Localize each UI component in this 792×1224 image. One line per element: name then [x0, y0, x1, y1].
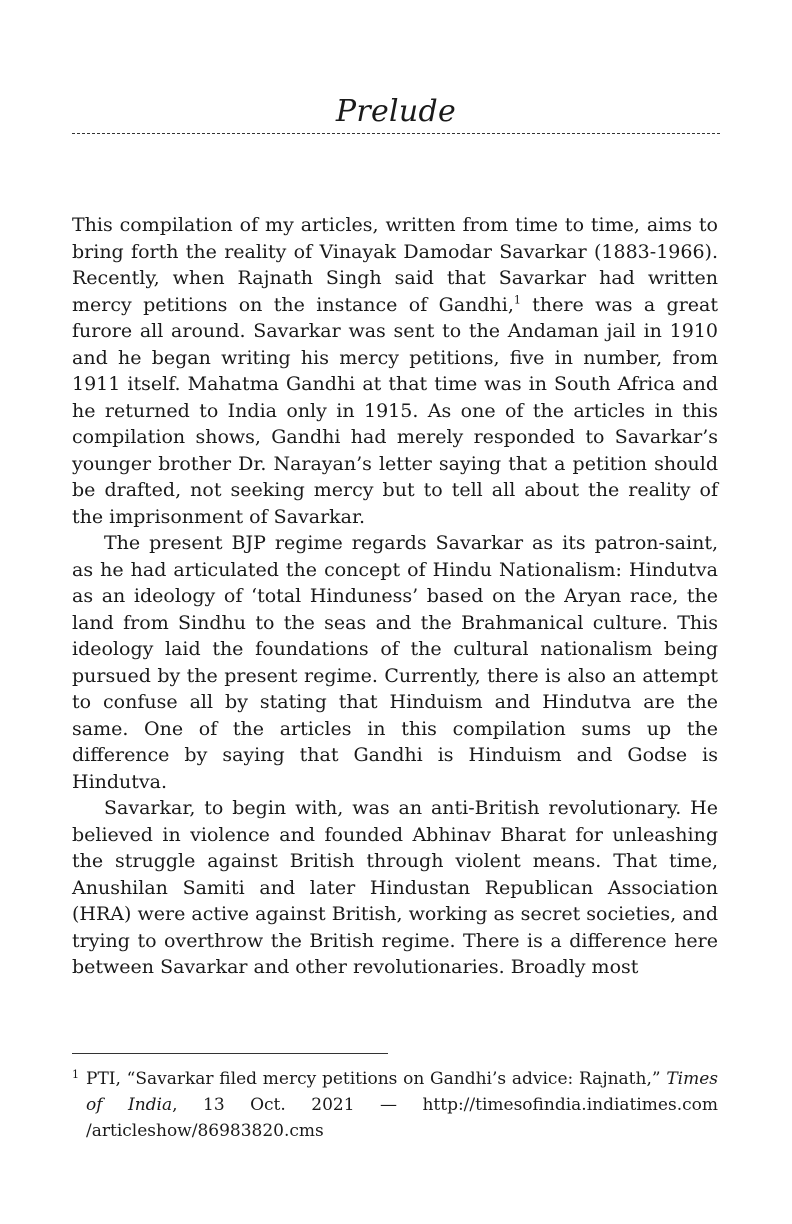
paragraph-1-text-a: This compilation of my articles, written from time to time, aims to bring forth the reality of Vinayak Damodar Savarkar (1883-1966). Recently, when Rajnath Singh said that Savarkar had written mercy petitions on the instance of Gandhi,: [72, 214, 718, 316]
paragraph-2: The present BJP regime regards Savarkar as its patron-saint, as he had articulated the concept of Hindu Nationalism: Hindutva as an ideology of ‘total Hinduness’ based on the Aryan race, the land from Sindhu to the seas and the Brahmanical culture. This ideology laid the foundations of the cultural nationalism being pursued by the present regime. Currently, there is also an attempt to confuse all by stating that Hinduism and Hindutva are the same. One of the articles in this compilation sums up the difference by saying that Gandhi is Hinduism and Godse is Hindutva.: [72, 532, 718, 793]
paragraph-1: [72, 212, 718, 530]
chapter-title: Prelude: [335, 94, 457, 129]
footnote-source: Times of India: [86, 1069, 718, 1115]
footnote-mark: 1: [72, 1068, 79, 1081]
paragraph-3: Savarkar, to begin with, was an anti-British revolutionary. He believed in violence and founded Abhinav Bharat for unleashing the struggle against British through violent means. That time, Anushilan Samiti and later Hindustan Republican Association (HRA) were active against British, working as secret societies, and trying to overthrow the British regime. There is a difference here between Savarkar and other revolutionaries. Broadly most: [72, 797, 718, 978]
footnote-reference: 1: [513, 293, 521, 307]
footnote-rule: [72, 1053, 388, 1054]
footnote: [72, 1066, 718, 1144]
title-dashed-rule: [72, 133, 720, 134]
paragraph-1-text-b: there was a great furore all around. Savarkar was sent to the Andaman jail in 1910 and he began writing his mercy petitions, five in number, from 1911 itself. Mahatma Gandhi at that time was in South Africa and he returned to India only in 1915. As one of the articles in this compilation shows, Gandhi had merely responded to Savarkar’s younger brother Dr. Narayan’s letter saying that a petition should be drafted, not seeking mercy but to tell all about the reality of the imprisonment of Savarkar.: [72, 293, 718, 528]
footnote-text-a: PTI, “Savarkar filed mercy petitions on Gandhi’s advice: Rajnath,”: [86, 1069, 667, 1089]
body-text: [72, 212, 718, 981]
footnote-body: [86, 1066, 718, 1144]
footnote-text-b: , 13 Oct. 2021 — http://timesofindia.indiatimes.com /articleshow/86983820.cms: [86, 1095, 718, 1141]
